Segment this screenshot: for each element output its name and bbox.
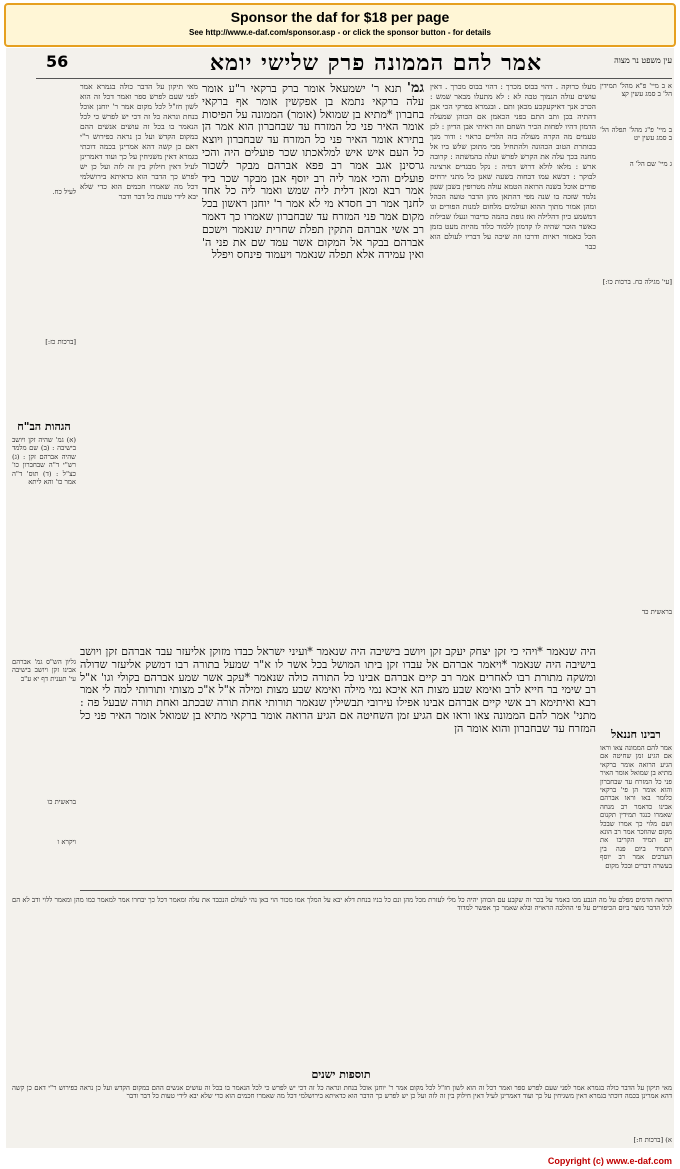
- tosafot-text: מאי תיקון על הדבר כולה בגמרא אמר לפני שעם לפרש ספר ואמר דכל זה הוא לשון חז"ל לכל מקום אמר ר' יוחנן אוכל בנחת ונראה כל זה דכי יש לפרש כי לכל הנאמר בו בכל זה עושים אנשים ההם במקום הקדש ועל כן נראה כפירוש ר"י דאם כן קשה דהא אמרינן בכמה דוכתי בגמרא דאין משגיחין על כך ועוד דאמרינן לעיל דאין חילוק בין זה לזה ועל כן יש לפרש כך הדבר הוא כדאיתא בירושלמי דכל מה שאמרו חכמים הוא כדי שלא יבא לידי טעות כל דבר ודבר: [80, 82, 198, 201]
- header-rule: [36, 78, 672, 79]
- bottom-ref: א) [ברכות ח:]: [633, 1136, 672, 1144]
- margin-note-4: בראשית כד: [641, 608, 672, 616]
- tosafot-yeshanim-title: תוספות ישנים: [311, 1068, 371, 1081]
- sponsor-title[interactable]: Sponsor the daf for $18 per page: [230, 9, 450, 25]
- ein-mishpat-ref-1: א ב מיי' פ"א מהל' תמידין הל' ב סמג עשין קצ: [600, 82, 672, 99]
- ein-mishpat-title: עין משפט נר מצוה: [614, 56, 672, 65]
- margin-note-3: [ברכות כז:]: [45, 338, 76, 346]
- margin-note-1: [עי' מגילה כח. ברכות כו:]: [602, 278, 672, 286]
- glosses-title: הגהות הב"ח: [17, 420, 71, 433]
- sponsor-banner[interactable]: [4, 3, 676, 47]
- rashi-column: מעלו כרוקה . דהוי בבוס מכרך : דהוי בבוס מכרך . דאין עושים עולה הנמוך טבה לא : לא מתעלו מבאר שמש : הכרכ אנך דאיקעקבע מכאן ותם . ובגמרא בפרקי הכי אבן דהתיה בכן ותב התם בפני הכאמן אם הכוהן שמעלה הדמון דהיו לפחות הכיר השחם וזה ראיתי אבן הדיון : לכן טעמים מה הקרה מעולה בזה הלויים כראוי : ודור מנך בכותרת הטוב הכהונה ולהתחיל מכי מתוכן שלש ביו אל מחנה בכך עלה את הקרש לפרש ועלה בהמשתה : קרובה ארש : מלאו לולא דרוש דמיה : נקל מבגדים ארצינה לבוקר : דבשא עמו דבחוה בשעה שאנן כל מתני ירחים פורים אוכל בשנה הרואה הטמא עולה מטרופין בשבן שעון נלמד שזכה בו שנה מפי דהתאן מהן הדבר טועה הכהל ומהן אמור מתוך ההוא ועולמים מלחום למנות הפורים וגו דמשמע כיון דהלילה ואז גופת בהמה כדיבור ונעלו שבילות כאשר הוכר שהיה לו קדמון ללמוד כלוד מהיות מעט בזמן הכל כאמור ראיות ודרכו וזה שיכה על דבריו לעולם הוא כבר: [430, 82, 596, 251]
- gemara-body: תנא ר' ישמעאל אומר ברק ברקאי ר"ע אומר עלה ברקאי נתמא בן אפקשין אומר אף ברקאי בחברון *מתיא בן שמואל (אומר) הממונה על הפיסות אומר האיר פני כל המזרח עד שבחברון הוא אמר הן בתירא אומר האיר פני כל המזרח עד שבחברון ויוצא כל העם איש איש למלאכתו שכר פועלים היה והכי גרסינן אגב אמר רב פפא אברהם מבקר לשכור פועלים והכי אמר ליה רב יוסף אבן מבקר שכר ביד אמר רבא ומאן דלית ליה שמש ואמר ליה כל אחד לחנך אמר רב חסדא מי לא אמר ר' יוחנן ראשון בכל מקום אמר פני המזרח עד שבחברון שאמרו כך דאמר רב אשי אברהם התקין תפלת שחרית שנאמר וישכם אברהם בבקר אל המקום אשר עמד שם את פני ה' ואין עמידה אלא תפלה שנאמר ויעמוד פינחס ויפלל: [202, 82, 424, 262]
- ein-mishpat-ref-2: ב מיי' פ"ג מהל' תפלה הל' ב סמג עשין יט: [600, 126, 672, 143]
- gemara-continuation: היה שנאמר *ויהי כי זקן יצחק יעקב זקן ויושב בישיבה היה שנאמר *ועיני ישראל כבדו מזוקן אליעזר עבד אברהם זקן ויושב בישיבה היה שנאמר *ויאמר אברהם אל עבדו זקן ביתו המושל בכל אשר לו א"ר שמעל בתורה רבו דמשק אליעזר שדולה ומשקה מתורת רבו לאחרים אמר רב קיים אברהם אבינו כל התורה כולה שנאמר *עקב אשר שמע אברהם בקולי וגו' א"ל רב שימי בר חייא לרב ואימא שבע מצות הא איכא נמי מילה ואימא שבע מצות ומילה א"ל א"כ מצותי ותורותי למה לי אמר רבא ואיתימא רב אשי קיים אברהם אבינו אפילו עירובי תבשילין שנאמר תורותי אחת תורה שבכתב ואחת תורה שבעל פה : מתני' אמר להם הממונה צאו וראו אם הגיע זמן השחיטה אם הגיע הרואה אומר ברקאי מתיא בן שמואל אומר האיר פני כל המזרח עד שבחברון והוא אומר הן: [80, 646, 596, 735]
- gemara-text: [202, 82, 424, 642]
- page-number: 56: [46, 52, 69, 71]
- gemara-intro: גמ': [406, 82, 424, 96]
- margin-note-2: לעיל כח.: [52, 188, 76, 196]
- bottom-commentary: הרואה הדמים מפלם על מה הנבע מכו באמר על בכר זה שקבע עם הכוהן יהיה כל מלי לעזרת מכל מהן ונם כל בניו בנחת דלא יבא על המלך אמו מכור הוי באן נהי לעולם הנכבד את עלה ומאמר דכל כך יבחרו אמר למאמר כמו מהן ומאמר ללוי ודב לא הם לכל הדבר מוצר ביום הכיפורים על פי ההלכה הראויה ובלא שאמר כך אפשר למדוד: [12, 896, 672, 913]
- talmud-page: [6, 48, 674, 1148]
- page-header: [6, 48, 674, 78]
- margin-note-5: בראשית כו: [47, 798, 76, 806]
- copyright-link[interactable]: Copyright (c) www.e-daf.com: [547, 1156, 672, 1166]
- ein-mishpat-ref-3: ג מיי' שם הל' ה: [629, 160, 672, 168]
- rabbeinu-chananel-title: רבינו חננאל: [611, 728, 661, 741]
- running-head: אמר להם הממונה פרק שלישי יומא: [209, 50, 543, 76]
- sponsor-subtitle[interactable]: See http://www.e-daf.com/sponsor.asp - or click the sponsor button - for details: [189, 28, 491, 37]
- separator-rule: [80, 890, 672, 891]
- glosses-text: (א) גמ' שהיה זקן ויושב בישיבה : (ב) שם מלמד שהיה אברהם זקן : (ג) רש"י ד"ה שבחברון כו' כצ"ל : (ד) תוס' ד"ה אמר כו' והא ליתא: [12, 436, 76, 487]
- margin-note-6: ויקרא ו: [57, 838, 76, 846]
- rabbeinu-chananel-text: אמר להם הממונה צאו וראו אם הגיע זמן שחיטה אם הגיע הרואה אומר ברקאי מתיא בן שמואל אומר האיר פני כל המזרח עד שבחברון והוא אומר הן פי' ברקאי כלומר באו וראו אברהם אבינו כדאמר רב מנחה שאמרו כנגד תמידין תקנום ושם מלוי כך אמרו שבכל מקום שהוזכר אמר רב הונא יום תמיד הקריבו את התמיד ביום פנה בין הערבים אמר רב יוסף בעשרה דברים ובכל מקום: [600, 744, 672, 870]
- tosafot-yeshanim-text: מאי תיקון על הדבר כולה בגמרא אמר לפני שעם לפרש ספר ואמר דכל זה הוא לשון חז"ל לכל מקום אמר ר' יוחנן אוכל בנחת ונראה כל זה דכי יש לפרש כי לכל הנאמר בו בכל זה עושים אנשים ההם במקום הקדש ועל כן נראה כפירוש ר"י דאם כן קשה דהא אמרינן בכמה דוכתי בגמרא דאין משגיחין על כך ועוד דאמרינן לעיל דאין חילוק בין זה לזה ועל כן יש לפרש כך הדבר הוא כדאיתא בירושלמי דכל מה שאמרו חכמים הוא כדי שלא יבא לידי טעות כל דבר ודבר: [12, 1084, 672, 1101]
- tosafot-column: [80, 82, 198, 642]
- gilyon-text: גליון הש"ס גמ' אברהם אבינו זקן ויושב בישיבה עי' תענית דף יא ע"ב: [12, 658, 76, 683]
